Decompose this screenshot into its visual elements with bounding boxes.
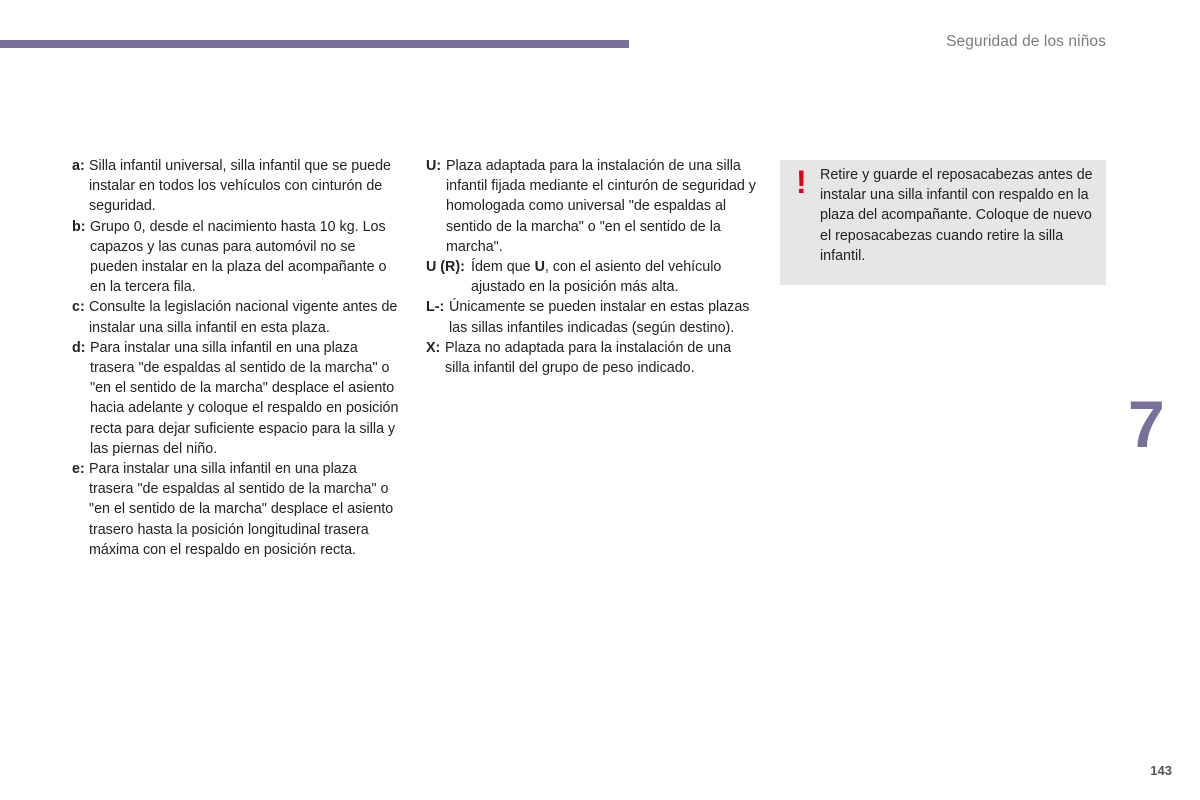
legend-text: Silla infantil universal, silla infantil que se puede instalar en todos los vehículos con cinturón de seguridad.: [89, 158, 392, 215]
chapter-number: 7: [1128, 387, 1165, 461]
legend-text: Para instalar una silla infantil en una plaza trasera "de espaldas al sentido de la marcha" o "en el sentido de la marcha" desplace el asiento trasero hasta la posición longitudinal trasera máxima con el respaldo en posición recta.: [89, 461, 394, 558]
legend-label: e:: [72, 461, 85, 478]
legend-entry-b: [72, 217, 402, 298]
warning-box: [780, 160, 1106, 285]
legend-text: Plaza no adaptada para la instalación de una silla infantil del grupo de peso indicado.: [445, 339, 732, 377]
legend-label: X:: [426, 339, 441, 356]
legend-entry-u-r: [426, 257, 756, 297]
legend-entry-c: [72, 297, 402, 337]
legend-entry-x: [426, 338, 756, 378]
legend-text-part: , con el asiento del vehículo ajustado en la posición más alta.: [471, 259, 722, 296]
legend-label: c:: [72, 299, 85, 316]
legend-text: Consulte la legislación nacional vigente antes de instalar una silla infantil en esta plaza.: [89, 299, 398, 336]
header-accent-bar: [0, 40, 629, 48]
legend-label: U:: [426, 158, 442, 174]
page-number: 143: [1150, 763, 1172, 778]
legend-entry-u: [426, 156, 756, 257]
exclamation-icon: !: [796, 164, 807, 200]
legend-text: Para instalar una silla infantil en una plaza trasera "de espaldas al sentido de la marcha" o "en el sentido de la marcha" desplace el asiento hacia adelante y coloque el respaldo en posición recta para dejar suficiente espacio para la silla y las piernas del niño.: [90, 339, 399, 457]
warning-text: Retire y guarde el reposacabezas antes de instalar una silla infantil con respaldo en la plaza del acompañante. Coloque de nuevo el reposacabezas cuando retire la silla infantil.: [820, 167, 1093, 264]
legend-label: b:: [72, 218, 86, 235]
legend-text-part: Ídem que: [471, 259, 535, 276]
legend-label: d:: [72, 339, 86, 356]
legend-label: L-:: [426, 299, 445, 316]
legend-text: [426, 257, 756, 297]
section-title: Seguridad de los niños: [946, 33, 1106, 50]
legend-entry-d: [72, 338, 402, 459]
legend-entry-a: [72, 156, 402, 217]
middle-column: [426, 156, 756, 378]
legend-text: Plaza adaptada para la instalación de una silla infantil fijada mediante el cinturón de seguridad y homologada como universal "de espaldas al sentido de la marcha" o "en el sentido de la marcha".: [446, 158, 756, 255]
legend-text: Únicamente se pueden instalar en estas plazas las sillas infantiles indicadas (según destino).: [449, 299, 750, 336]
legend-text: Grupo 0, desde el nacimiento hasta 10 kg. Los capazos y las cunas para automóvil no se pueden instalar en la plaza del acompañante o en la tercera fila.: [90, 218, 387, 296]
legend-text-bold: U: [534, 259, 545, 276]
left-column: [72, 156, 402, 560]
legend-entry-l: [426, 297, 756, 337]
legend-entry-e: [72, 459, 402, 560]
legend-label: a:: [72, 158, 85, 174]
legend-label: U (R):: [426, 259, 465, 276]
